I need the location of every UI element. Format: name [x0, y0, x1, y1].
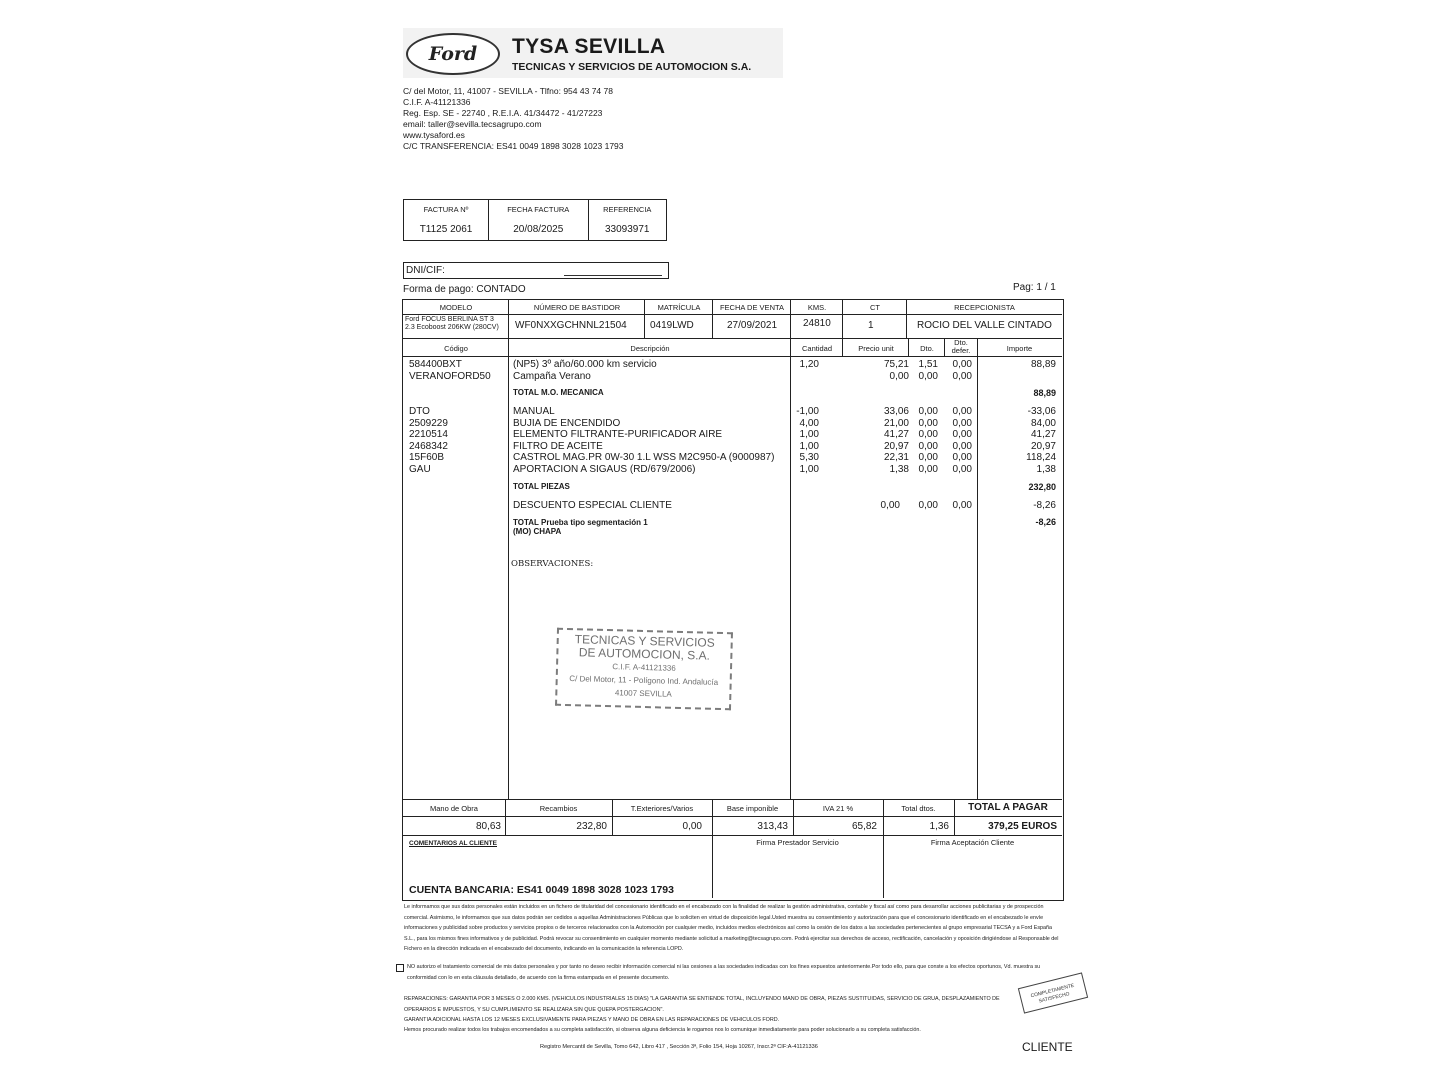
- payment-method: Forma de pago: CONTADO: [403, 284, 526, 295]
- optout-notice: NO autorizo el tratamiento comercial de mis datos personales y por tanto no deseo recibir información comercial ni las cesiones a las sociedades indicadas con los fines expuestos anteriormente.Por todo ello, para que conste a los efectos oportunos, Vd. muestra su conformidad con lo en esta cláusula detallado, de acuerdo con la firma estampada en el presente documento.: [407, 964, 1041, 981]
- model-line-1: Ford FOCUS BERLINA ST 3: [405, 316, 494, 323]
- email-line: email: taller@sevilla.tecsagrupo.com: [403, 119, 542, 129]
- dni-underline: [564, 275, 662, 276]
- divider: [403, 799, 1062, 800]
- cif-line: C.I.F. A-41121336: [403, 97, 471, 107]
- item-qty: -1,00: [796, 406, 819, 417]
- item-price: 1,38: [889, 463, 909, 475]
- val-base: 313,43: [757, 821, 788, 832]
- val-total-pagar: 379,25 EUROS: [988, 821, 1057, 832]
- item-dto-def: 0,00: [952, 463, 972, 475]
- item-dto: 0,00: [918, 440, 938, 452]
- divider: [908, 338, 909, 356]
- discount-amount: -8,26: [1033, 500, 1056, 511]
- item-desc: (NP5) 3º año/60.000 km servicio: [513, 359, 657, 370]
- item-desc: Campaña Verano: [513, 370, 591, 382]
- divider: [842, 338, 843, 356]
- satisfaction-note: Hemos procurado realizar todos los trabajos encomendados a su completa satisfacción, si observa alguna deficiencia le rogamos nos lo comunique inmediatamente para poder solucionarlo a su completa satisfacción.: [404, 1027, 921, 1033]
- address-line: C/ del Motor, 11, 41007 - SEVILLA - Tlfno: 954 43 74 78: [403, 86, 613, 96]
- item-qty: 1,00: [799, 463, 819, 475]
- item-dto-def: 0,00: [952, 429, 972, 440]
- reference-header: REFERENCIA: [603, 205, 652, 215]
- item-desc: BUJIA DE ENCENDIDO: [513, 417, 621, 429]
- vin: WF0NXXGCHNNL21504: [515, 320, 627, 331]
- group-labor: [409, 359, 1059, 382]
- copy-label: CLIENTE: [1022, 1040, 1073, 1054]
- val-exteriores: 0,00: [682, 821, 702, 832]
- item-amount: 84,00: [1030, 417, 1056, 429]
- item-desc: ELEMENTO FILTRANTE-PURIFICADOR AIRE: [513, 429, 723, 440]
- item-dto-def: 0,00: [952, 452, 972, 463]
- item-dto: 0,00: [918, 406, 938, 417]
- company-name: TYSA SEVILLA: [512, 35, 666, 58]
- divider: [944, 338, 945, 356]
- stamp-line: TECNICAS Y SERVICIOS: [574, 632, 715, 650]
- discount-dto: 0,00: [918, 500, 938, 511]
- divider: [508, 300, 509, 338]
- license-plate: 0419LWD: [650, 320, 694, 331]
- line-item: [409, 418, 1059, 430]
- total-parts-value: 232,80: [1028, 482, 1056, 492]
- page-number: Pag: 1 / 1: [1013, 282, 1056, 293]
- col-dto-defer: Dto. defer.: [951, 338, 971, 355]
- divider: [712, 300, 713, 338]
- item-code: 2210514: [409, 429, 448, 440]
- hdr-recambios: Recambios: [539, 804, 578, 813]
- transfer-line: C/C TRANSFERENCIA: ES41 0049 1898 3028 1023 1793: [403, 141, 624, 151]
- vehicle-header-row: [403, 300, 1062, 315]
- col-kms: KMS.: [807, 303, 827, 312]
- col-precio: Precio unit: [858, 344, 894, 353]
- company-stamp: [555, 628, 733, 711]
- stamp-line: C.I.F. A-41121336: [612, 662, 676, 673]
- sale-date: 27/09/2021: [727, 320, 778, 331]
- invoice-date: 20/08/2025: [489, 220, 588, 241]
- col-modelo: MODELO: [439, 303, 473, 312]
- dni-field: [403, 262, 669, 279]
- total-parts-label: TOTAL PIEZAS: [513, 482, 570, 491]
- kms-value: 24810: [803, 318, 831, 329]
- item-dto: 0,00: [918, 429, 938, 440]
- vehicle-model: [405, 316, 499, 332]
- stamp-line: C/ Del Motor, 11 - Polígono Ind. Andalucía: [569, 674, 719, 687]
- divider: [644, 300, 645, 338]
- line-item: [409, 406, 1059, 418]
- item-desc: APORTACION A SIGAUS (RD/679/2006): [513, 463, 696, 475]
- col-codigo: Código: [444, 344, 468, 353]
- provider-signature-label: Firma Prestador Servicio: [756, 838, 839, 847]
- item-qty: 5,30: [799, 452, 819, 463]
- item-dto-def: 0,00: [952, 370, 972, 382]
- item-dto: 0,00: [918, 463, 938, 475]
- item-qty: 1,20: [799, 359, 819, 370]
- repairs-warranty: REPARACIONES: GARANTIA POR 3 MESES O 2.000 KMS. (VEHICULOS INDUSTRIALES 15 DIAS) "LA GARANTIA SE ENTIENDE TOTAL, INCLUYENDO MANO DE OBRA, PIEZAS SUSTITUIDAS, SERVICIO DE GRUA, DESPLAZAMIENTO DE OPERARIOS E IMPUESTOS, Y SU CUMPLIMIENTO SE REALIZARA SIN QUE QUEPA POSTERGACION".: [404, 996, 1000, 1013]
- ct-value: 1: [868, 320, 874, 331]
- item-qty: 4,00: [799, 417, 819, 429]
- col-dto: Dto.: [920, 344, 934, 353]
- segment-total: [513, 518, 648, 536]
- divider: [842, 300, 843, 338]
- item-code: 15F60B: [409, 452, 445, 463]
- item-dto: 0,00: [918, 417, 938, 429]
- col-fecha-venta: FECHA DE VENTA: [719, 303, 785, 312]
- item-price: 33,06: [883, 406, 909, 417]
- discount-desc: DESCUENTO ESPECIAL CLIENTE: [513, 500, 672, 511]
- line-item: [409, 464, 1059, 476]
- hdr-mano-obra: Mano de Obra: [430, 804, 478, 813]
- hdr-exteriores: T.Exteriores/Varios: [630, 804, 694, 813]
- item-code: 2468342: [409, 440, 448, 452]
- satisfaction-stamp-text: COMPLETAMENTE SATISFECHO: [1030, 982, 1075, 1005]
- item-amount: -33,06: [1027, 406, 1056, 417]
- total-labor-label: TOTAL M.O. MECANICA: [513, 388, 604, 397]
- optout-checkbox[interactable]: [396, 964, 404, 972]
- divider: [790, 300, 791, 338]
- col-matricula: MATRÍCULA: [657, 303, 701, 312]
- totals-values-row: [403, 821, 1062, 835]
- dni-label: DNI/CIF:: [406, 265, 445, 276]
- hdr-total-dtos: Total dtos.: [901, 804, 936, 813]
- divider: [403, 356, 1062, 357]
- privacy-notice: Le informamos que sus datos personales están incluidos en un fichero de titularidad del concesionario identificado en el encabezado con la finalidad de realizar la gestión administrativa, contable y fiscal así como para desarrollar acciones publicitarias y de prospección comercial. Asimismo, le informamos que sus datos podrán ser cedidos a aquellas Administraciones Públicas que lo soliciten en virtud de disposición legal.Usted muestra su consentimiento y autorización para que el concesionario identificado en el encabezado le envíe informaciones y publicidad sobre productos y servicios propios o de terceros relacionados con la Automoción por cualquier medio, incluidos medios electrónicos así como la cesión de los datos a las sociedades pertenecientes al grupo empresarial TECSA y a Ford España S.L., para los mismos fines informativos y de publicidad. Podrá revocar su consentimiento en cualquier momento mediante solicitud a marketing@tecsagrupo.com. Podrá ejercitar sus derechos de acceso, rectificación, cancelación y oposición dirigiéndose al Responsable del Fichero en la dirección indicada en el encabezado del documento, indicando en la comunicación la referencia LOPD.: [404, 904, 1059, 952]
- stamp-line: 41007 SEVILLA: [614, 688, 672, 699]
- col-recepcionista: RECEPCIONISTA: [954, 303, 1015, 312]
- item-amount: 88,89: [1030, 359, 1056, 370]
- item-dto: 1,51: [918, 359, 938, 370]
- item-amount: 41,27: [1030, 429, 1056, 440]
- item-dto-def: 0,00: [952, 417, 972, 429]
- reference-value: 33093971: [605, 224, 650, 236]
- registry-line: Reg. Esp. SE - 22740 , R.E.I.A. 41/34472 - 41/27223: [403, 108, 603, 118]
- discount-price: 0,00: [880, 500, 900, 511]
- ford-logo: Ford: [406, 33, 500, 75]
- col-descripcion: Descripción: [630, 344, 670, 353]
- item-dto: 0,00: [918, 452, 938, 463]
- line-item: [409, 371, 1059, 383]
- item-desc: FILTRO DE ACEITE: [513, 440, 603, 452]
- totals-header-row: [403, 804, 1062, 816]
- segment-sublabel: (MO) CHAPA: [513, 527, 562, 536]
- col-ct: CT: [870, 303, 880, 312]
- line-item: [409, 452, 1059, 464]
- line-item: [409, 429, 1059, 441]
- discount-dto-def: 0,00: [952, 500, 972, 511]
- invoice-info-table: [403, 199, 667, 241]
- comments-label: COMENTARIOS AL CLIENTE: [409, 840, 497, 847]
- bank-account: CUENTA BANCARIA: ES41 0049 1898 3028 1023 1793: [409, 884, 674, 896]
- item-dto-def: 0,00: [952, 359, 972, 370]
- item-amount: 118,24: [1026, 452, 1056, 463]
- item-qty: 1,00: [799, 440, 819, 452]
- company-subtitle: TECNICAS Y SERVICIOS DE AUTOMOCION S.A.: [512, 61, 752, 73]
- item-price: 21,00: [883, 417, 909, 429]
- item-price: 20,97: [883, 440, 909, 452]
- item-qty: 1,00: [799, 429, 819, 440]
- company-address: [403, 86, 624, 152]
- item-code: 584400BXT: [409, 359, 462, 370]
- item-code: 2509229: [409, 417, 448, 429]
- item-amount: 1,38: [1036, 463, 1056, 475]
- hdr-iva: IVA 21 %: [822, 804, 854, 813]
- client-signature-label: Firma Aceptación Cliente: [930, 838, 1015, 847]
- item-price: 41,27: [883, 429, 909, 440]
- divider: [403, 816, 1062, 817]
- line-item: [409, 359, 1059, 371]
- item-price: 75,21: [883, 359, 909, 370]
- col-cantidad: Cantidad: [801, 344, 833, 353]
- val-recambios: 232,80: [576, 821, 607, 832]
- item-desc: CASTROL MAG.PR 0W-30 1.L WSS M2C950-A (9000987): [513, 452, 775, 463]
- additional-warranty: GARANTIA ADICIONAL HASTA LOS 12 MESES EXCLUSIVAMENTE PARA PIEZAS Y MANO DE OBRA EN LAS REPARACIONES DE VEHICULOS FORD.: [404, 1017, 780, 1023]
- invoice-number: T1125 2061: [404, 220, 489, 241]
- col-bastidor: NÚMERO DE BASTIDOR: [533, 303, 621, 312]
- model-line-2: 2.3 Ecoboost 206KW (280CV): [405, 324, 499, 331]
- receptionist: ROCIO DEL VALLE CINTADO: [917, 320, 1052, 331]
- segment-label: TOTAL Prueba tipo segmentación 1: [513, 518, 648, 527]
- invoice-number-header: FACTURA Nº: [404, 200, 489, 220]
- col-importe: Importe: [1006, 344, 1033, 353]
- item-dto: 0,00: [918, 370, 938, 382]
- item-code: DTO: [409, 406, 430, 417]
- item-price: 22,31: [883, 452, 909, 463]
- hdr-base: Base imponible: [726, 804, 779, 813]
- item-code: VERANOFORD50: [409, 370, 491, 382]
- divider: [906, 300, 907, 338]
- registry-footer: Registro Mercantil de Sevilla, Tomo 642, Libro 417 , Sección 3ª, Folio 154, Hoja 10267, Inscr.2ª CIF:A-41121336: [540, 1044, 818, 1050]
- item-dto-def: 0,00: [952, 406, 972, 417]
- item-code: GAU: [409, 463, 431, 475]
- website-line: www.tysaford.es: [403, 130, 465, 140]
- item-amount: 20,97: [1030, 440, 1056, 452]
- item-price: 0,00: [889, 370, 909, 382]
- hdr-total-pagar: TOTAL A PAGAR: [968, 802, 1048, 813]
- val-total-dtos: 1,36: [929, 821, 949, 832]
- stamp-line: DE AUTOMOCION, S.A.: [578, 645, 711, 663]
- val-mano-obra: 80,63: [475, 821, 501, 832]
- line-item: [409, 441, 1059, 453]
- item-desc: MANUAL: [513, 406, 555, 417]
- item-dto-def: 0,00: [952, 440, 972, 452]
- segment-total-value: -8,26: [1035, 517, 1056, 527]
- divider: [403, 835, 1062, 836]
- lines-header-row: [403, 339, 1062, 356]
- total-labor-value: 88,89: [1033, 388, 1056, 398]
- val-iva: 65,82: [851, 821, 877, 832]
- invoice-date-header: FECHA FACTURA: [489, 200, 588, 220]
- observations-label: OBSERVACIONES:: [511, 559, 594, 569]
- group-parts: [409, 406, 1059, 475]
